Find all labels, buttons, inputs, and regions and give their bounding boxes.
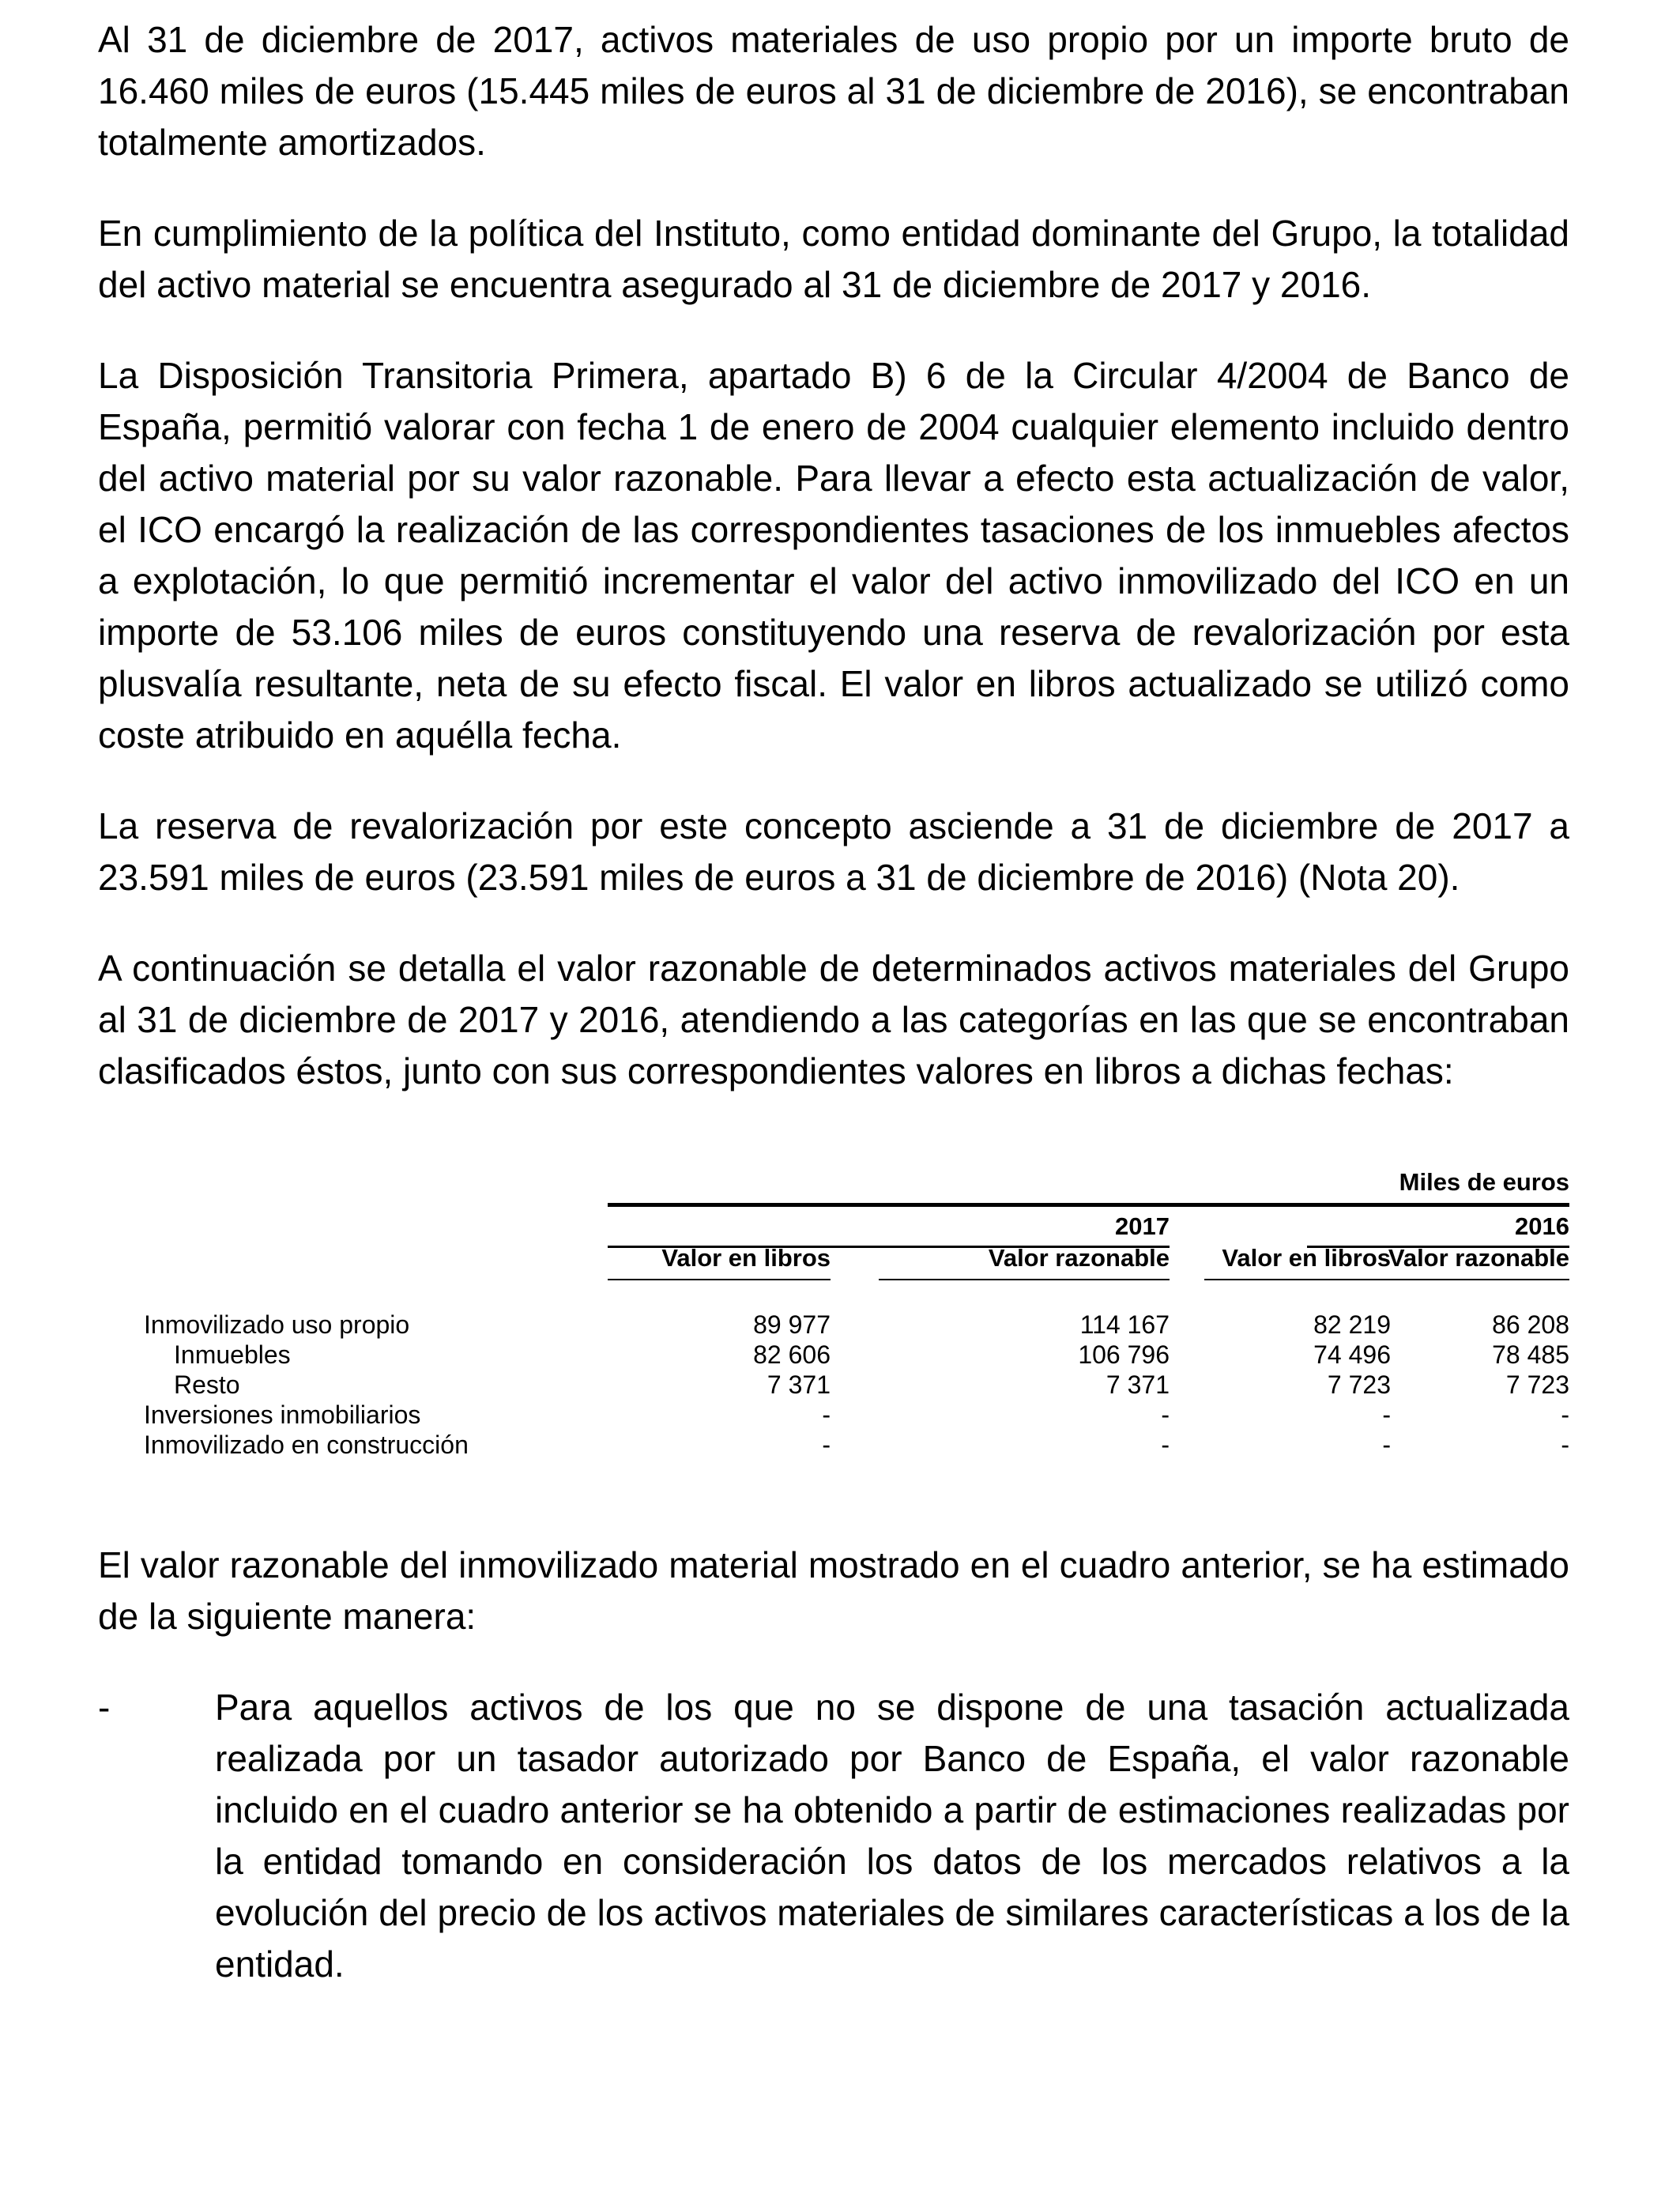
bullet-marker: - [98,1687,111,1728]
paragraph-valor-razonable-intro: A continuación se detalla el valor razonable de determinados activos materiales del Grupo al 31 de diciembre de 2017 y 2016, atendiendo a las categorías en las que se encontraban clasificados éstos, junto con sus correspondientes valores en libros a dichas fechas: [98,948,1569,1091]
paragraph-amortizados: Al 31 de diciembre de 2017, activos materiales de uso propio por un importe bruto de 16.460 miles de euros (15.445 miles de euros al 31 de diciembre de 2016), se encontraban totalmente amortizados. [98,19,1569,163]
table-cell: 7 371 [1106,1370,1170,1399]
table-cell: - [1382,1400,1391,1429]
table-cell: - [1161,1400,1170,1429]
table-row-label: Inmuebles [174,1340,291,1369]
table-col-rule [608,1279,831,1280]
table-cell: - [822,1400,831,1429]
table-cell: 82 219 [1313,1310,1391,1339]
table-col-rule [879,1279,1170,1280]
table-cell: 89 977 [753,1310,831,1339]
table-col-header: Valor en libros [661,1244,831,1272]
table-cell: 82 606 [753,1340,831,1369]
table-cell: - [1561,1400,1569,1429]
fair-value-table [98,1168,1569,1492]
table-cell: - [1161,1431,1170,1459]
table-cell: 74 496 [1313,1340,1391,1369]
table-cell: - [1382,1431,1391,1459]
table-year-2016: 2016 [1515,1212,1569,1240]
bullet-item [98,1682,1569,1990]
table-row-label: Inversiones inmobiliarios [144,1400,421,1429]
table-top-rule [608,1203,1569,1207]
table-cell: 7 723 [1327,1370,1391,1399]
table-cell: 7 723 [1505,1370,1569,1399]
table-col-rule [1307,1279,1569,1280]
table-row-label: Inmovilizado uso propio [144,1310,410,1339]
table-cell: 106 796 [1078,1340,1170,1369]
table-col-header: Valor razonable [1388,1244,1569,1272]
paragraph-asegurado: En cumplimiento de la política del Instituto, como entidad dominante del Grupo, la totalidad del activo material se encuentra asegurado al 31 de diciembre de 2017 y 2016. [98,213,1569,305]
table-row-label: Resto [174,1370,240,1399]
table-cell: 78 485 [1492,1340,1569,1369]
table-cell: 7 371 [767,1370,831,1399]
table-cell: - [1561,1431,1569,1459]
paragraph-estimacion: El valor razonable del inmovilizado material mostrado en el cuadro anterior, se ha estimado de la siguiente manera: [98,1544,1569,1637]
bullet-text: Para aquellos activos de los que no se dispone de una tasación actualizada realizada por un tasador autorizado por Banco de España, el valor razonable incluido en el cuadro anterior se ha obtenido a partir de estimaciones realizadas por la entidad tomando en consideración los datos de los mercados relativos a la evolución del precio de los activos materiales de similares características a los de la entidad. [215,1687,1569,1985]
table-row-label: Inmovilizado en construcción [144,1431,469,1459]
table-cell: 114 167 [1079,1310,1170,1339]
table-unit-label: Miles de euros [1399,1168,1569,1196]
paragraph-disposicion-transitoria: La Disposición Transitoria Primera, apartado B) 6 de la Circular 4/2004 de Banco de España, permitió valorar con fecha 1 de enero de 2004 cualquier elemento incluido dentro del activo material por su valor razonable. Para llevar a efecto esta actualización de valor, el ICO encargó la realización de las correspondientes tasaciones de los inmuebles afectos a explotación, lo que permitió incrementar el valor del activo inmovilizado del ICO en un importe de 53.106 miles de euros constituyendo una reserva de revalorización por esta plusvalía resultante, neta de su efecto fiscal. El valor en libros actualizado se utilizó como coste atribuido en aquélla fecha. [98,355,1569,756]
table-cell: - [822,1431,831,1459]
table-col-header: Valor razonable [988,1244,1170,1272]
table-cell: 86 208 [1492,1310,1569,1339]
table-year-2017: 2017 [1115,1212,1170,1240]
table-col-header: Valor en libros [1222,1244,1391,1272]
paragraph-reserva-revalorizacion: La reserva de revalorización por este concepto asciende a 31 de diciembre de 2017 a 23.591 miles de euros (23.591 miles de euros a 31 de diciembre de 2016) (Nota 20). [98,805,1569,898]
document-page [98,14,1569,1990]
